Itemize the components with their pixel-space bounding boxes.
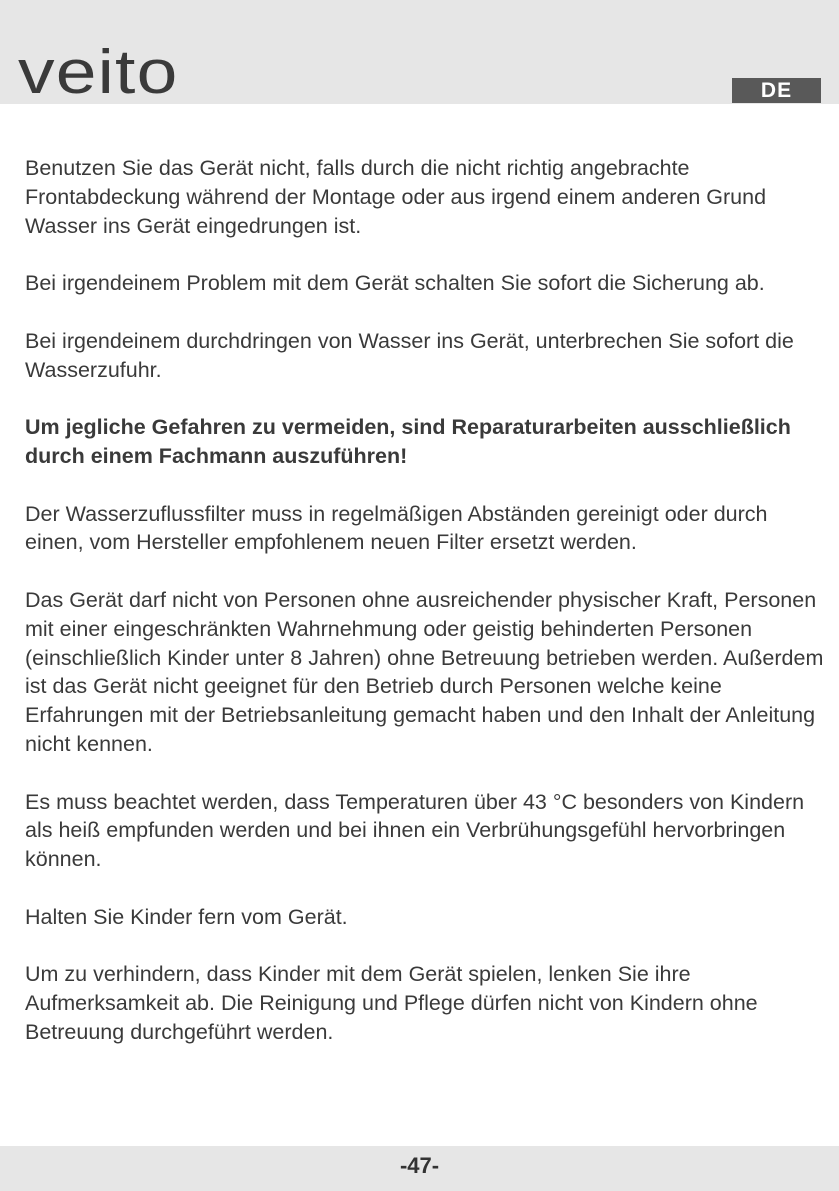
brand-logo: veito [18, 38, 179, 107]
paragraph-water-supply: Bei irgendeinem durchdringen von Wasser ins Gerät, unterbrechen Sie sofort die Wasserzufuhr. [25, 328, 794, 382]
manual-content [25, 154, 825, 1076]
paragraph-filter-cleaning: Der Wasserzuflussfilter muss in regelmäßigen Abständen gereinigt oder durch einen, vom Hersteller empfohlenem neuen Filter ersetzt werden. [25, 501, 768, 555]
page-number: -47- [399, 1153, 440, 1178]
paragraph-restricted-persons: Das Gerät darf nicht von Personen ohne ausreichender physischer Kraft, Personen mit einer eingeschränkten Wahrnehmung oder geistig behinderten Personen (einschließlich Kinder unter 8 Jahren) ohne Betreuung betrieben werden. Außerdem ist das Gerät nicht geeignet für den Betrieb durch Personen welche keine Erfahrungen mit der Betriebsanleitung gemacht haben und den Inhalt der Anleitung nicht kennen. [25, 587, 824, 756]
paragraph-front-cover-water: Benutzen Sie das Gerät nicht, falls durch die nicht richtig angebrachte Frontabdeckung während der Montage oder aus irgend einem anderen Grund Wasser ins Gerät eingedrungen ist. [25, 156, 767, 238]
page-footer [0, 1146, 839, 1191]
paragraph-repair-warning: Um jegliche Gefahren zu vermeiden, sind Reparaturarbeiten ausschließlich durch einem Fachmann auszuführen! [25, 415, 791, 468]
paragraph-problem-fuse: Bei irgendeinem Problem mit dem Gerät schalten Sie sofort die Sicherung ab. [25, 271, 765, 296]
paragraph-children-supervision: Um zu verhindern, dass Kinder mit dem Gerät spielen, lenken Sie ihre Aufmerksamkeit ab. Die Reinigung und Pflege dürfen nicht von Kindern ohne Betreuung durchgeführt werden. [25, 962, 758, 1044]
language-badge: DE [732, 78, 821, 103]
paragraph-keep-children-away: Halten Sie Kinder fern vom Gerät. [25, 904, 348, 929]
page-header [0, 0, 839, 107]
paragraph-temperature-warning: Es muss beachtet werden, dass Temperaturen über 43 °C besonders von Kindern als heiß empfunden werden und bei ihnen ein Verbrühungsgefühl hervorbringen können. [25, 789, 805, 872]
